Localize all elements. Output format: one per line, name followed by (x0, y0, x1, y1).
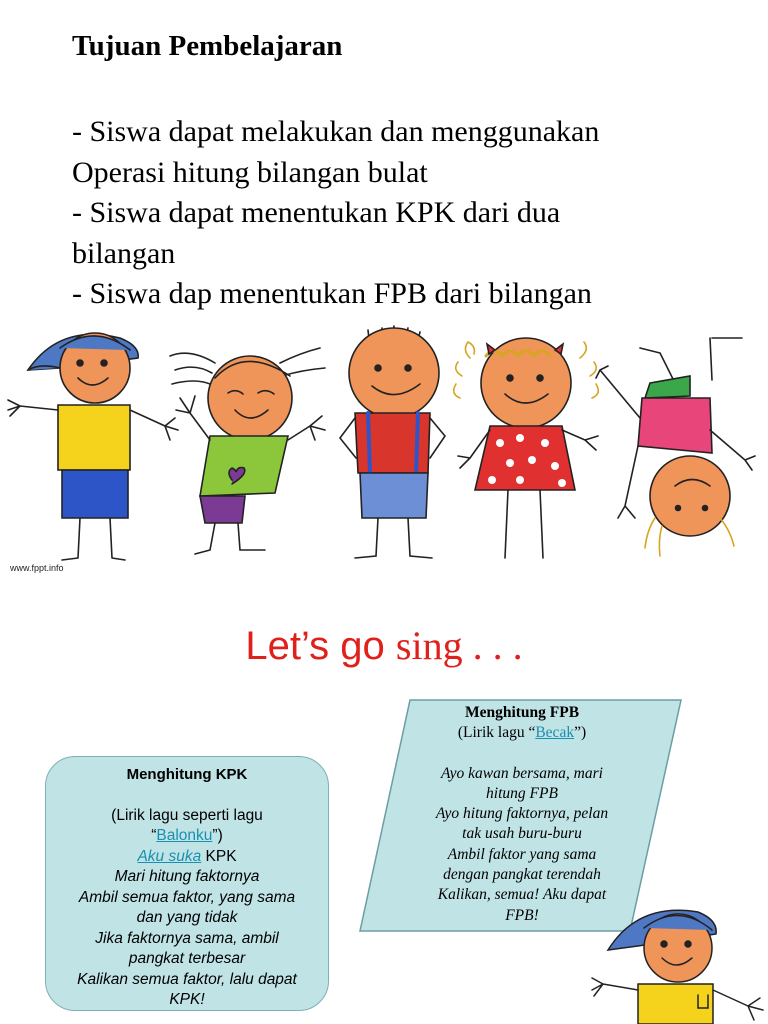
sing-heading-part2: sing . . . (395, 623, 523, 668)
kpk-song-close: ”) (212, 827, 223, 844)
kpk-aku-suka-line (56, 847, 318, 868)
kpk-lyrics-box (45, 756, 329, 1011)
fpb-lyrics-box (408, 703, 636, 926)
kpk-lyric-line: KPK! (169, 991, 205, 1008)
kpk-lirik-prefix: (Lirik lagu seperti lagu (111, 806, 263, 824)
watermark-text: www.fppt.info (10, 563, 64, 573)
children-illustration (0, 318, 768, 580)
objectives-title: Tujuan Pembelajaran (72, 30, 343, 62)
kid-blue-cap-small-illustration (588, 900, 768, 1024)
fpb-lyric-line: FPB! (505, 906, 539, 924)
kpk-lyric-line: Jika faktornya sama, ambil (95, 929, 279, 947)
kid-green-dress-illustration (170, 348, 325, 554)
kpk-lyric-line: Mari hitung faktornya (114, 868, 260, 885)
kid-red-shirt-illustration (340, 326, 445, 558)
fpb-lyric-line: Kalikan, semua! Aku dapat (437, 886, 607, 904)
kpk-lyric-line: Kalikan semua faktor, lalu dapat (77, 970, 297, 988)
kpk-title: Menghitung KPK (126, 766, 248, 783)
kid-polka-dress-illustration (454, 338, 599, 558)
fpb-lirik-line (408, 723, 636, 743)
fpb-lyric-line: tak usah buru-buru (462, 825, 582, 843)
fpb-lyric-line: Ayo kawan bersama, mari (441, 764, 603, 782)
fpb-lirik-suffix: ”) (574, 724, 587, 742)
objectives-list (72, 112, 752, 315)
kpk-song-line (56, 826, 318, 847)
fpb-lyric-line: Ambil faktor yang sama (447, 845, 597, 863)
aku-suka-link[interactable]: Aku suka (137, 847, 202, 865)
objective-line: - Siswa dapat menentukan KPK dari dua (72, 196, 561, 229)
fpb-lyric-line: dengan pangkat terendah (443, 866, 601, 884)
fpb-lyric-line: Ayo hitung faktornya, pelan (435, 805, 609, 823)
becak-link[interactable]: Becak (535, 724, 575, 742)
sing-heading (0, 622, 768, 669)
kpk-lyric-line: pangkat terbesar (128, 950, 246, 967)
kid-blue-cap-illustration (8, 333, 178, 560)
objective-line: bilangan (72, 236, 176, 270)
fpb-lirik-prefix: (Lirik lagu “ (457, 724, 536, 742)
objective-line: Operasi hitung bilangan bulat (72, 155, 428, 189)
objective-line: - Siswa dap menentukan FPB dari bilangan (72, 277, 592, 310)
fpb-title: Menghitung FPB (464, 704, 580, 721)
kid-upside-down-illustration (596, 338, 755, 556)
sing-heading-part1: Let’s go (245, 624, 396, 668)
kpk-song-open: “ (151, 827, 157, 844)
fpb-lyric-line: hitung FPB (486, 784, 558, 802)
kpk-word: KPK (201, 847, 237, 865)
balonku-link[interactable]: Balonku (156, 827, 213, 844)
objective-line: - Siswa dapat melakukan dan menggunakan (72, 115, 600, 148)
kpk-lyric-line: Ambil semua faktor, yang sama (78, 888, 296, 906)
kpk-lyric-line: dan yang tidak (136, 909, 238, 926)
